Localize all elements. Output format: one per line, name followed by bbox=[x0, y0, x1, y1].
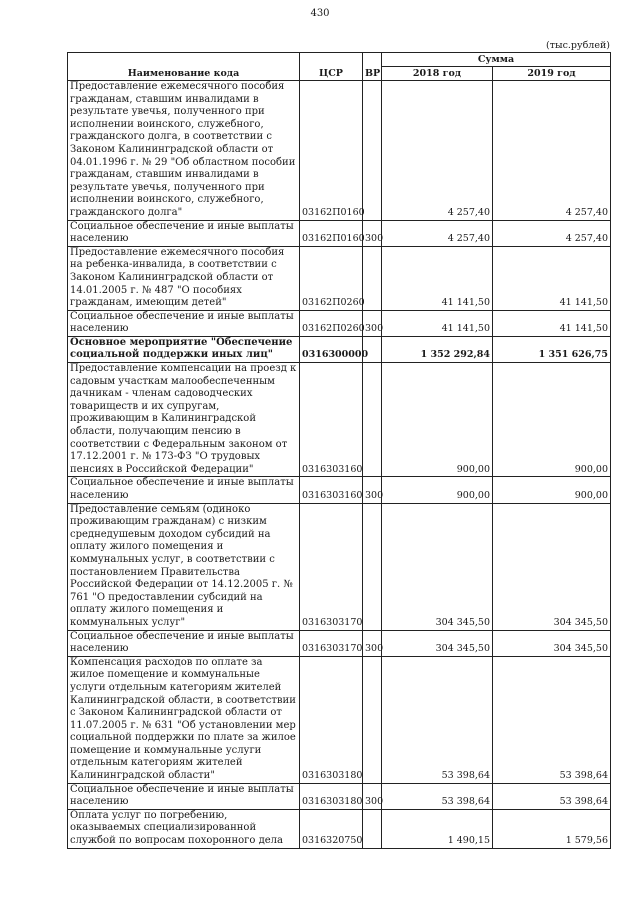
page-number: 430 bbox=[310, 8, 330, 19]
row-2019: 41 141,50 bbox=[493, 310, 611, 336]
header-vr: ВР bbox=[363, 53, 382, 81]
row-2019: 900,00 bbox=[493, 363, 611, 477]
row-vr: 300 bbox=[363, 220, 382, 246]
row-name: Предоставление ежемесячного пособия на ребенка-инвалида, в соответствии с Законом Калининградской области от 14.01.2005 г. № 487 "О пособиях гражданам, имеющим детей" bbox=[68, 246, 300, 310]
row-vr bbox=[363, 656, 382, 783]
row-name: Компенсация расходов по оплате за жилое помещение и коммунальные услуги отдельным категориям жителей Калининградской области, в соответствии с Законом Калининградской области от 11.07.2005 г. № 631 "Об установлении мер социальной поддержки по плате за жилое помещение и коммунальные услуги отдельным категориям жителей Калининградской области" bbox=[68, 656, 300, 783]
row-vr: 300 bbox=[363, 783, 382, 809]
row-csr: 03162П0160 bbox=[300, 81, 363, 221]
table-row bbox=[68, 656, 611, 783]
row-csr: 0316303180 bbox=[300, 783, 363, 809]
row-name: Предоставление ежемесячного пособия гражданам, ставшим инвалидами в результате увечья, полученного при исполнении воинского, служебного, гражданского долга, в соответствии с Законом Калининградской области от 04.01.1996 г. № 29 "Об областном пособии гражданам, ставшим инвалидами в результате увечья, полученного при исполнении воинского, служебного, гражданского долга" bbox=[68, 81, 300, 221]
row-vr bbox=[363, 809, 382, 848]
row-2019: 304 345,50 bbox=[493, 503, 611, 630]
row-name: Оплата услуг по погребению, оказываемых специализированной службой по вопросам похоронного дела bbox=[68, 809, 300, 848]
budget-table bbox=[67, 52, 611, 849]
table-row bbox=[68, 363, 611, 477]
row-2019: 4 257,40 bbox=[493, 220, 611, 246]
table-row bbox=[68, 783, 611, 809]
row-name: Предоставление компенсации на проезд к садовым участкам малообеспеченным дачникам - членам садоводческих товариществ и их супругам, проживающим в Калининградской области, получающим пенсию в соответствии с Федеральным законом от 17.12.2001 г. № 173-ФЗ "О трудовых пенсиях в Российской Федерации" bbox=[68, 363, 300, 477]
row-2018: 1 490,15 bbox=[382, 809, 493, 848]
row-csr: 03162П0160 bbox=[300, 220, 363, 246]
units-label: (тыс.рублей) bbox=[546, 40, 610, 51]
table-row bbox=[68, 81, 611, 221]
header-name: Наименование кода bbox=[68, 53, 300, 81]
row-vr bbox=[363, 81, 382, 221]
row-2019: 1 579,56 bbox=[493, 809, 611, 848]
row-csr: 0316320750 bbox=[300, 809, 363, 848]
row-vr: 300 bbox=[363, 310, 382, 336]
row-vr bbox=[363, 246, 382, 310]
row-csr: 0316303160 bbox=[300, 363, 363, 477]
table-row bbox=[68, 220, 611, 246]
header-2018: 2018 год bbox=[382, 67, 493, 81]
row-2018: 4 257,40 bbox=[382, 81, 493, 221]
table-body bbox=[68, 81, 611, 849]
row-name: Основное мероприятие "Обеспечение социальной поддержки иных лиц" bbox=[68, 336, 300, 362]
row-2018: 53 398,64 bbox=[382, 783, 493, 809]
row-csr: 0316303160 bbox=[300, 477, 363, 503]
row-name: Социальное обеспечение и иные выплаты населению bbox=[68, 630, 300, 656]
row-2019: 4 257,40 bbox=[493, 81, 611, 221]
row-name: Социальное обеспечение и иные выплаты населению bbox=[68, 783, 300, 809]
row-2018: 900,00 bbox=[382, 477, 493, 503]
row-vr bbox=[363, 503, 382, 630]
row-vr: 300 bbox=[363, 477, 382, 503]
row-2019: 304 345,50 bbox=[493, 630, 611, 656]
row-csr: 03162П0260 bbox=[300, 246, 363, 310]
header-sum: Сумма bbox=[382, 53, 611, 67]
header-2019: 2019 год bbox=[493, 67, 611, 81]
row-2019: 1 351 626,75 bbox=[493, 336, 611, 362]
row-name: Социальное обеспечение и иные выплаты населению bbox=[68, 477, 300, 503]
row-2018: 41 141,50 bbox=[382, 246, 493, 310]
row-csr: 0316303170 bbox=[300, 630, 363, 656]
table-row bbox=[68, 310, 611, 336]
row-csr: 0316303170 bbox=[300, 503, 363, 630]
table-row bbox=[68, 477, 611, 503]
table-row bbox=[68, 336, 611, 362]
header-row-top bbox=[68, 53, 611, 67]
row-vr: 300 bbox=[363, 630, 382, 656]
table-row bbox=[68, 246, 611, 310]
row-name: Предоставление семьям (одиноко проживающим гражданам) с низким среднедушевым доходом субсидий на оплату жилого помещения и коммунальных услуг, в соответствии с постановлением Правительства Российской Федерации от 14.12.2005 г. № 761 "О предоставлении субсидий на оплату жилого помещения и коммунальных услуг" bbox=[68, 503, 300, 630]
row-2019: 53 398,64 bbox=[493, 783, 611, 809]
table-row bbox=[68, 503, 611, 630]
table-row bbox=[68, 630, 611, 656]
row-2018: 53 398,64 bbox=[382, 656, 493, 783]
row-2019: 900,00 bbox=[493, 477, 611, 503]
row-csr: 03162П0260 bbox=[300, 310, 363, 336]
row-2018: 900,00 bbox=[382, 363, 493, 477]
row-2018: 1 352 292,84 bbox=[382, 336, 493, 362]
row-2018: 304 345,50 bbox=[382, 503, 493, 630]
row-name: Социальное обеспечение и иные выплаты населению bbox=[68, 310, 300, 336]
row-2019: 41 141,50 bbox=[493, 246, 611, 310]
row-vr bbox=[363, 363, 382, 477]
row-2019: 53 398,64 bbox=[493, 656, 611, 783]
row-csr: 0316303180 bbox=[300, 656, 363, 783]
table-row bbox=[68, 809, 611, 848]
row-name: Социальное обеспечение и иные выплаты населению bbox=[68, 220, 300, 246]
row-2018: 4 257,40 bbox=[382, 220, 493, 246]
row-csr: 0316300000 bbox=[300, 336, 363, 362]
row-2018: 304 345,50 bbox=[382, 630, 493, 656]
row-2018: 41 141,50 bbox=[382, 310, 493, 336]
header-csr: ЦСР bbox=[300, 53, 363, 81]
